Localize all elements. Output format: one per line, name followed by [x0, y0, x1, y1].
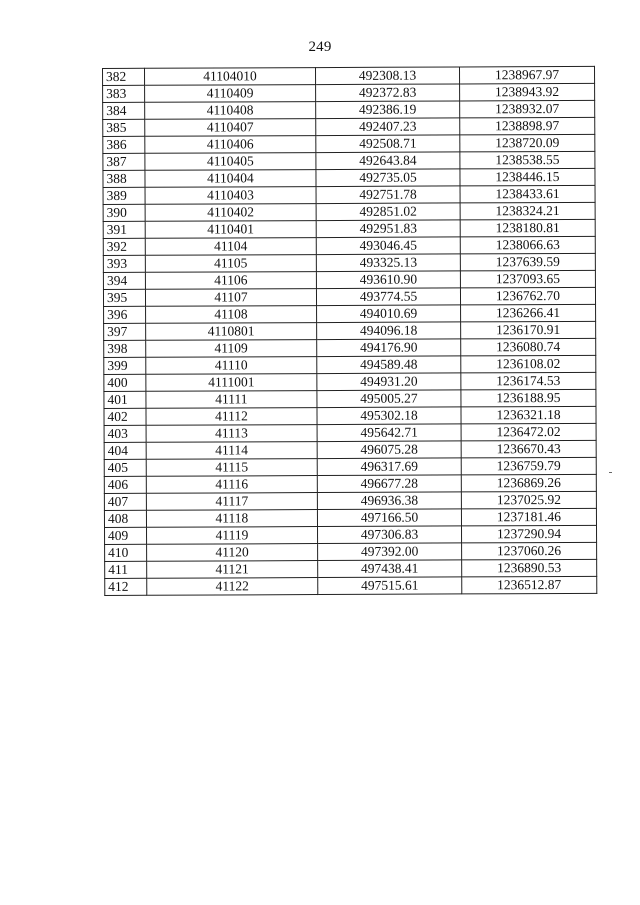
point-id-cell: 41121 [146, 561, 317, 579]
y-coordinate-cell: 1236174.53 [461, 372, 596, 390]
table-row [103, 117, 595, 136]
row-number-cell: 392 [103, 238, 145, 255]
point-id-cell: 41112 [146, 408, 317, 426]
y-coordinate-cell: 1236170.91 [461, 321, 596, 339]
y-coordinate-cell: 1236188.95 [461, 389, 596, 407]
point-id-cell: 41110 [146, 357, 317, 375]
row-number-cell: 393 [103, 255, 145, 272]
x-coordinate-cell: 497166.50 [318, 509, 462, 527]
row-number-cell: 400 [104, 374, 146, 391]
y-coordinate-cell: 1238720.09 [460, 134, 595, 152]
row-number-cell: 408 [104, 510, 146, 527]
x-coordinate-cell: 494931.20 [317, 373, 461, 391]
table-row [103, 66, 595, 85]
table-row [104, 304, 596, 323]
table-row [103, 219, 595, 238]
table-row [104, 355, 596, 374]
point-id-cell: 41104010 [144, 68, 315, 86]
row-number-cell: 399 [104, 357, 146, 374]
y-coordinate-cell: 1238932.07 [460, 100, 595, 118]
x-coordinate-cell: 496075.28 [317, 441, 461, 459]
point-id-cell: 4110409 [144, 85, 315, 103]
row-number-cell: 410 [105, 544, 147, 561]
y-coordinate-cell: 1236670.43 [461, 440, 596, 458]
point-id-cell: 41108 [145, 306, 316, 324]
y-coordinate-cell: 1238967.97 [459, 66, 594, 84]
row-number-cell: 388 [103, 170, 145, 187]
table-row [103, 202, 595, 221]
row-number-cell: 390 [103, 204, 145, 221]
table-row [105, 559, 597, 578]
x-coordinate-cell: 492851.02 [316, 203, 460, 221]
x-coordinate-cell: 497515.61 [318, 577, 462, 595]
table-row [105, 542, 597, 561]
point-id-cell: 41122 [146, 578, 317, 596]
x-coordinate-cell: 496317.69 [317, 458, 461, 476]
x-coordinate-cell: 494010.69 [317, 305, 461, 323]
point-id-cell: 41119 [146, 527, 317, 545]
table-row [104, 389, 596, 408]
table-row [104, 372, 596, 391]
table-row [104, 406, 596, 425]
row-number-cell: 389 [103, 187, 145, 204]
row-number-cell: 387 [103, 153, 145, 170]
x-coordinate-cell: 492751.78 [316, 186, 460, 204]
x-coordinate-cell: 493046.45 [316, 237, 460, 255]
point-id-cell: 4110406 [145, 136, 316, 154]
x-coordinate-cell: 495642.71 [317, 424, 461, 442]
y-coordinate-cell: 1237093.65 [460, 270, 595, 288]
row-number-cell: 386 [103, 136, 145, 153]
table-row [103, 287, 595, 306]
table-row [103, 185, 595, 204]
x-coordinate-cell: 492735.05 [316, 169, 460, 187]
coordinates-table-body [103, 66, 597, 595]
row-number-cell: 396 [104, 306, 146, 323]
x-coordinate-cell: 495005.27 [317, 390, 461, 408]
table-row [104, 457, 596, 476]
row-number-cell: 406 [104, 476, 146, 493]
x-coordinate-cell: 492407.23 [316, 118, 460, 136]
x-coordinate-cell: 492308.13 [316, 67, 460, 85]
point-id-cell: 41106 [145, 272, 316, 290]
y-coordinate-cell: 1237290.94 [461, 525, 596, 543]
point-id-cell: 41104 [145, 238, 316, 256]
x-coordinate-cell: 493610.90 [317, 271, 461, 289]
point-id-cell: 41118 [146, 510, 317, 528]
row-number-cell: 409 [105, 527, 147, 544]
point-id-cell: 4110403 [145, 187, 316, 205]
x-coordinate-cell: 492372.83 [316, 84, 460, 102]
point-id-cell: 41105 [145, 255, 316, 273]
x-coordinate-cell: 492643.84 [316, 152, 460, 170]
row-number-cell: 394 [103, 272, 145, 289]
margin-mark [609, 472, 612, 473]
point-id-cell: 41120 [146, 544, 317, 562]
x-coordinate-cell: 497306.83 [318, 526, 462, 544]
point-id-cell: 41116 [146, 476, 317, 494]
table-row [103, 134, 595, 153]
point-id-cell: 4111001 [146, 374, 317, 392]
y-coordinate-cell: 1236762.70 [460, 287, 595, 305]
table-row [105, 525, 597, 544]
x-coordinate-cell: 497438.41 [318, 560, 462, 578]
y-coordinate-cell: 1236890.53 [462, 559, 597, 577]
x-coordinate-cell: 495302.18 [317, 407, 461, 425]
y-coordinate-cell: 1238180.81 [460, 219, 595, 237]
y-coordinate-cell: 1238433.61 [460, 185, 595, 203]
table-row [103, 151, 595, 170]
table-row [104, 338, 596, 357]
row-number-cell: 398 [104, 340, 146, 357]
table-row [103, 83, 595, 102]
row-number-cell: 411 [105, 561, 147, 578]
row-number-cell: 391 [103, 221, 145, 238]
y-coordinate-cell: 1236321.18 [461, 406, 596, 424]
page-number: 249 [308, 39, 332, 55]
y-coordinate-cell: 1238324.21 [460, 202, 595, 220]
table-row [104, 474, 596, 493]
table-row [104, 321, 596, 340]
point-id-cell: 4110405 [145, 153, 316, 171]
y-coordinate-cell: 1236080.74 [461, 338, 596, 356]
x-coordinate-cell: 492951.83 [316, 220, 460, 238]
y-coordinate-cell: 1238538.55 [460, 151, 595, 169]
y-coordinate-cell: 1236759.79 [461, 457, 596, 475]
row-number-cell: 403 [104, 425, 146, 442]
point-id-cell: 4110407 [144, 119, 315, 137]
y-coordinate-cell: 1236869.26 [461, 474, 596, 492]
y-coordinate-cell: 1238943.92 [460, 83, 595, 101]
y-coordinate-cell: 1237025.92 [461, 491, 596, 509]
y-coordinate-cell: 1236512.87 [462, 576, 597, 594]
y-coordinate-cell: 1238446.15 [460, 168, 595, 186]
point-id-cell: 4110401 [145, 221, 316, 239]
table-row [103, 253, 595, 272]
table-row [104, 491, 596, 510]
point-id-cell: 41107 [145, 289, 316, 307]
point-id-cell: 41113 [146, 425, 317, 443]
table-row [103, 236, 595, 255]
point-id-cell: 41111 [146, 391, 317, 409]
x-coordinate-cell: 496677.28 [317, 475, 461, 493]
table-row [105, 576, 597, 595]
x-coordinate-cell: 493774.55 [317, 288, 461, 306]
y-coordinate-cell: 1237639.59 [460, 253, 595, 271]
coordinates-table [102, 66, 597, 596]
point-id-cell: 4110404 [145, 170, 316, 188]
row-number-cell: 395 [103, 289, 145, 306]
row-number-cell: 407 [104, 493, 146, 510]
x-coordinate-cell: 494176.90 [317, 339, 461, 357]
table-row [104, 423, 596, 442]
x-coordinate-cell: 493325.13 [316, 254, 460, 272]
point-id-cell: 41117 [146, 493, 317, 511]
point-id-cell: 41109 [145, 340, 316, 358]
row-number-cell: 404 [104, 442, 146, 459]
row-number-cell: 397 [104, 323, 146, 340]
row-number-cell: 405 [104, 459, 146, 476]
row-number-cell: 383 [103, 85, 145, 102]
point-id-cell: 41115 [146, 459, 317, 477]
table-row [103, 168, 595, 187]
point-id-cell: 41114 [146, 442, 317, 460]
table-row [103, 270, 595, 289]
point-id-cell: 4110408 [144, 102, 315, 120]
table-row [104, 440, 596, 459]
row-number-cell: 384 [103, 102, 145, 119]
x-coordinate-cell: 494096.18 [317, 322, 461, 340]
table-row [103, 100, 595, 119]
row-number-cell: 412 [105, 578, 147, 595]
row-number-cell: 401 [104, 391, 146, 408]
x-coordinate-cell: 492386.19 [316, 101, 460, 119]
x-coordinate-cell: 494589.48 [317, 356, 461, 374]
x-coordinate-cell: 496936.38 [317, 492, 461, 510]
point-id-cell: 4110801 [145, 323, 316, 341]
x-coordinate-cell: 492508.71 [316, 135, 460, 153]
y-coordinate-cell: 1236266.41 [460, 304, 595, 322]
y-coordinate-cell: 1237181.46 [461, 508, 596, 526]
y-coordinate-cell: 1238066.63 [460, 236, 595, 254]
x-coordinate-cell: 497392.00 [318, 543, 462, 561]
y-coordinate-cell: 1238898.97 [460, 117, 595, 135]
row-number-cell: 402 [104, 408, 146, 425]
row-number-cell: 385 [103, 119, 145, 136]
point-id-cell: 4110402 [145, 204, 316, 222]
y-coordinate-cell: 1236472.02 [461, 423, 596, 441]
y-coordinate-cell: 1236108.02 [461, 355, 596, 373]
y-coordinate-cell: 1237060.26 [462, 542, 597, 560]
row-number-cell: 382 [103, 68, 145, 85]
table-row [104, 508, 596, 527]
